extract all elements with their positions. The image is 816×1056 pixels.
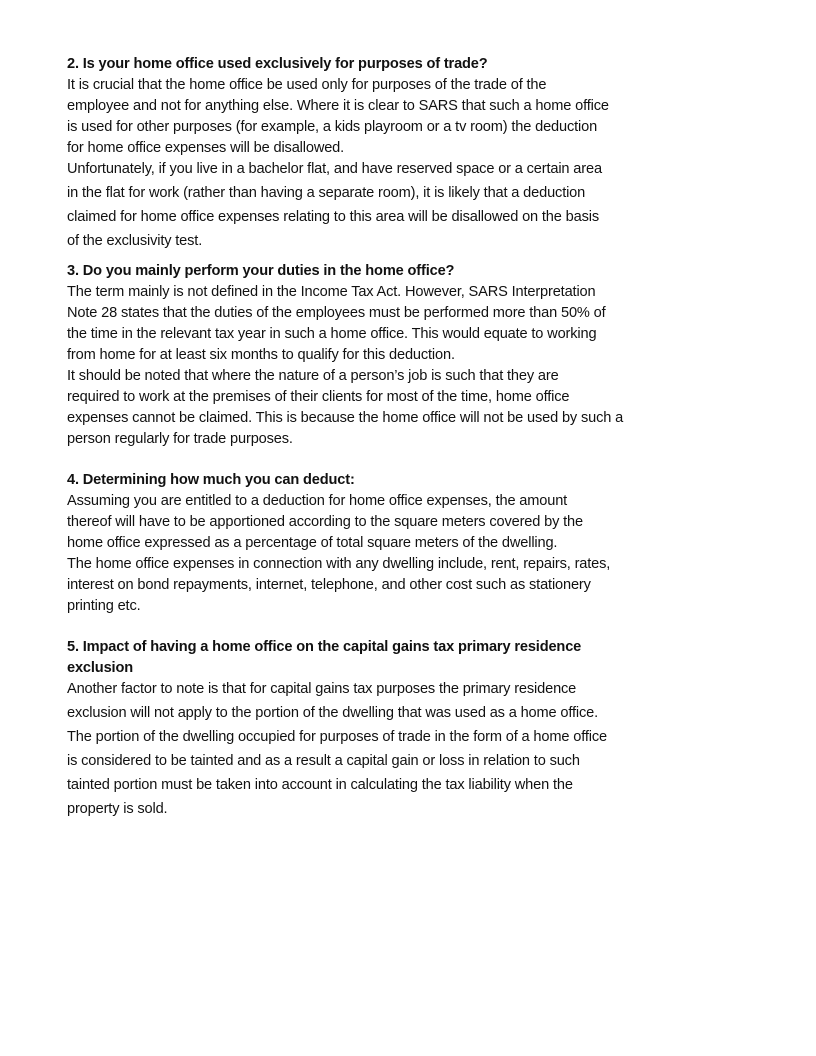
paragraph-line: Note 28 states that the duties of the employees must be performed more than 50% of <box>67 305 606 321</box>
section-heading: 2. Is your home office used exclusively for purposes of trade? <box>67 56 488 72</box>
paragraph-line: The term mainly is not defined in the Income Tax Act. However, SARS Interpretation <box>67 284 596 300</box>
paragraph-line: printing etc. <box>67 598 141 614</box>
paragraph-line: claimed for home office expenses relating to this area will be disallowed on the basis <box>67 209 599 225</box>
section-heading: 3. Do you mainly perform your duties in the home office? <box>67 263 455 279</box>
paragraph-line: employee and not for anything else. Where it is clear to SARS that such a home office <box>67 98 609 114</box>
paragraph-line: property is sold. <box>67 801 168 817</box>
paragraph-line: Assuming you are entitled to a deduction for home office expenses, the amount <box>67 493 568 509</box>
paragraph-line: in the flat for work (rather than having a separate room), it is likely that a deduction <box>67 185 586 201</box>
paragraph-line: for home office expenses will be disallowed. <box>67 140 345 156</box>
paragraph-line: It should be noted that where the nature of a person’s job is such that they are <box>67 368 559 384</box>
paragraph-line: Unfortunately, if you live in a bachelor flat, and have reserved space or a certain area <box>67 161 602 177</box>
section-heading: 4. Determining how much you can deduct: <box>67 472 355 488</box>
paragraph-line: thereof will have to be apportioned according to the square meters covered by the <box>67 514 583 530</box>
paragraph-line: The portion of the dwelling occupied for purposes of trade in the form of a home office <box>67 729 607 745</box>
paragraph-line: It is crucial that the home office be used only for purposes of the trade of the <box>67 77 547 93</box>
section-heading: 5. Impact of having a home office on the capital gains tax primary residence <box>67 639 582 655</box>
paragraph-line: expenses cannot be claimed. This is because the home office will not be used by such a <box>67 410 624 426</box>
paragraph-line: person regularly for trade purposes. <box>67 431 293 447</box>
paragraph-line: is used for other purposes (for example, a kids playroom or a tv room) the deduction <box>67 119 598 135</box>
paragraph-line: exclusion will not apply to the portion of the dwelling that was used as a home office. <box>67 705 599 721</box>
paragraph-line: of the exclusivity test. <box>67 233 203 249</box>
paragraph-line: Another factor to note is that for capital gains tax purposes the primary residence <box>67 681 577 697</box>
paragraph-line: tainted portion must be taken into account in calculating the tax liability when the <box>67 777 573 793</box>
paragraph-line: from home for at least six months to qualify for this deduction. <box>67 347 455 363</box>
paragraph-line: is considered to be tainted and as a result a capital gain or loss in relation to such <box>67 753 580 769</box>
section-heading-continued: exclusion <box>67 660 133 676</box>
paragraph-line: interest on bond repayments, internet, telephone, and other cost such as stationery <box>67 577 591 593</box>
paragraph-line: required to work at the premises of their clients for most of the time, home office <box>67 389 570 405</box>
paragraph-line: The home office expenses in connection with any dwelling include, rent, repairs, rates, <box>67 556 611 572</box>
paragraph-line: home office expressed as a percentage of total square meters of the dwelling. <box>67 535 558 551</box>
paragraph-line: the time in the relevant tax year in such a home office. This would equate to working <box>67 326 597 342</box>
